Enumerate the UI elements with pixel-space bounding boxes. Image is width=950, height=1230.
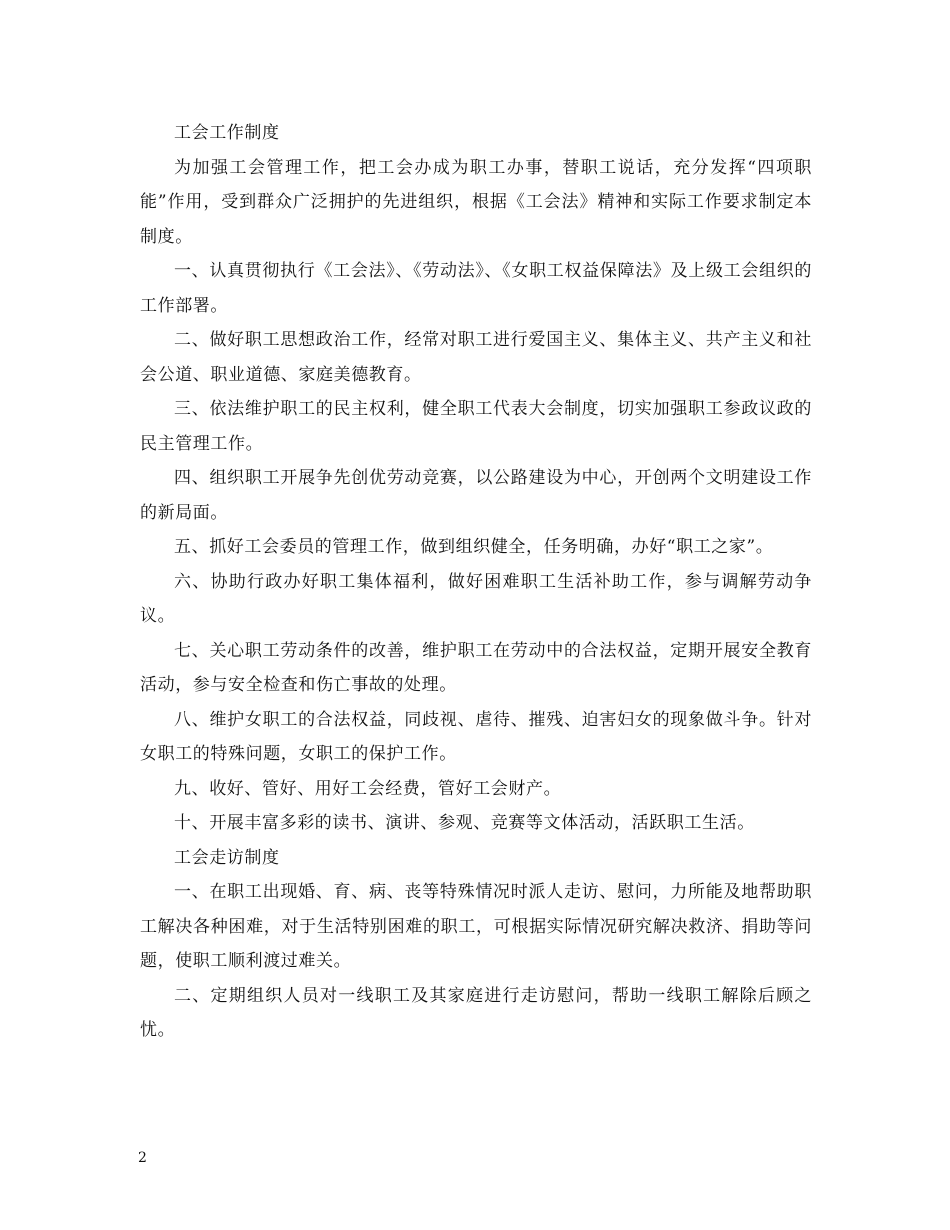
intro-paragraph: 为加强工会管理工作，把工会办成为职工办事，替职工说话，充分发挥“四项职能”作用，受到群众广泛拥护的先进组织，根据《工会法》精神和实际工作要求制定本制度。 xyxy=(140,157,812,247)
rule-item: 十、开展丰富多彩的读书、演讲、参观、竞赛等文体活动，活跃职工生活。 xyxy=(174,813,755,833)
section-heading: 工会工作制度 xyxy=(174,123,280,143)
section-heading: 工会走访制度 xyxy=(174,847,280,868)
rule-item: 四、组织职工开展争先创优劳动竞赛，以公路建设为中心，开创两个文明建设工作的新局面。 xyxy=(140,468,812,523)
page-number: 2 xyxy=(138,1150,147,1166)
rule-item: 二、定期组织人员对一线职工及其家庭进行走访慰问，帮助一线职工解除后顾之忧。 xyxy=(140,985,812,1040)
rule-item: 七、关心职工劳动条件的改善，维护职工在劳动中的合法权益，定期开展安全教育活动，参与安全检查和伤亡事故的处理。 xyxy=(140,640,812,695)
rule-item: 二、做好职工思想政治工作，经常对职工进行爱国主义、集体主义、共产主义和社会公道、职业道德、家庭美德教育。 xyxy=(140,330,812,385)
rule-item: 一、在职工出现婚、育、病、丧等特殊情况时派人走访、慰问，力所能及地帮助职工解决各种困难，对于生活特别困难的职工，可根据实际情况研究解决救济、捐助等问题，使职工顺利渡过难关。 xyxy=(140,882,812,971)
rule-item: 三、依法维护职工的民主权利，健全职工代表大会制度，切实加强职工参政议政的民主管理工作。 xyxy=(140,399,812,454)
document-body xyxy=(140,116,812,1048)
rule-item: 八、维护女职工的合法权益，同歧视、虐待、摧残、迫害妇女的现象做斗争。针对女职工的特殊问题，女职工的保护工作。 xyxy=(140,709,812,764)
rule-item: 一、认真贯彻执行《工会法》、《劳动法》、《女职工权益保障法》及上级工会组织的工作部署。 xyxy=(140,261,812,316)
rule-item: 六、协助行政办好职工集体福利，做好困难职工生活补助工作，参与调解劳动争议。 xyxy=(140,571,812,626)
rule-item: 五、抓好工会委员的管理工作，做到组织健全，任务明确，办好“职工之家”。 xyxy=(174,537,774,557)
rule-item: 九、收好、管好、用好工会经费，管好工会财产。 xyxy=(174,778,562,799)
